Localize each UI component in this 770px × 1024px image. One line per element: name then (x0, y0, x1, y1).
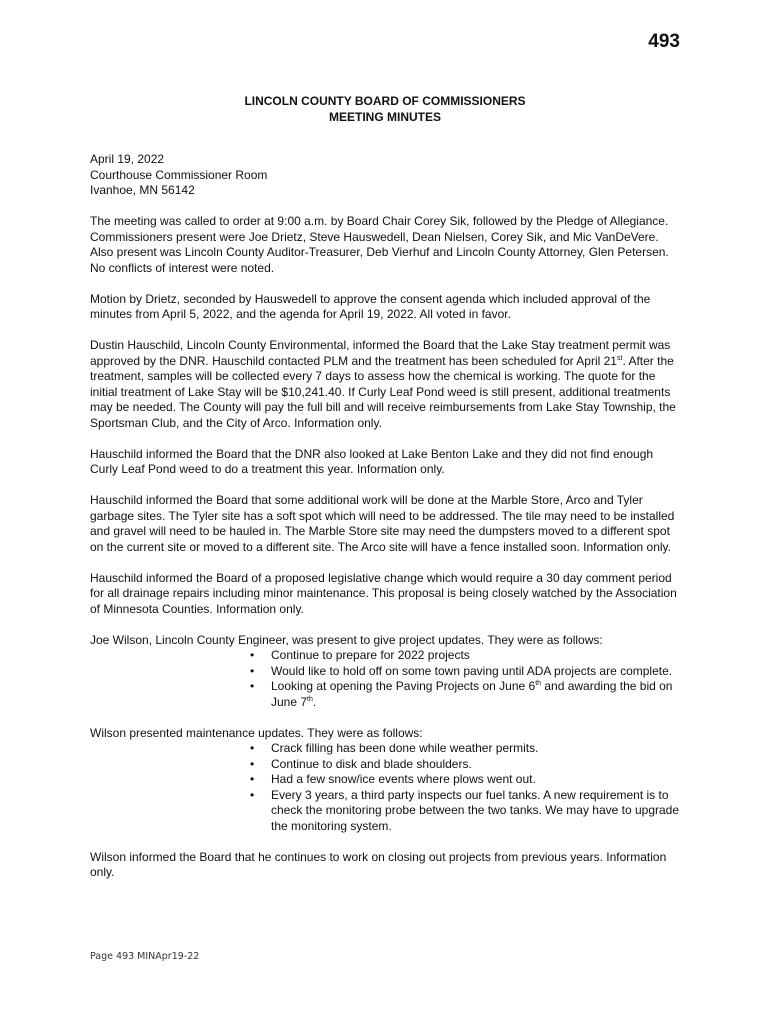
project-updates-list (90, 648, 682, 710)
list-item: • Had a few snow/ice events where plows went out. (250, 772, 682, 788)
paving-text-a: Looking at opening the Paving Projects on June 6 (271, 679, 536, 693)
page-footer: Page 493 MINApr19-22 (90, 951, 200, 962)
document-title (0, 94, 770, 125)
paragraph-call-to-order: The meeting was called to order at 9:00 a.m. by Board Chair Corey Sik, followed by the Pledge of Allegiance. Commissioners present were Joe Drietz, Steve Hauswedell, Dean Nielsen, Corey Sik, and Mic VanDeVere. Also present was Lincoln County Auditor-Treasurer, Deb Vierhuf and Lincoln County Attorney, Glen Petersen. No conflicts of interest were noted. (90, 214, 669, 275)
paving-text-c: . (312, 694, 317, 709)
meeting-location: Courthouse Commissioner Room (90, 167, 268, 182)
paragraph-maintenance-intro: Wilson presented maintenance updates. They were as follows: (90, 725, 423, 740)
paving-sup-2: th (307, 695, 313, 703)
paving-text-b: and awarding the bid on June 7 (271, 679, 673, 709)
list-item (250, 679, 682, 710)
paving-sup-1: th (535, 680, 542, 687)
lake-stay-text-b: . After the treatment, samples will be collected every 7 days to assess how the chemical is working. The quote for the initial treatment of Lake Stay will be $10,241.40. If Curly Leaf Pond weed is still present, additional treatments may be needed. The County will pay the full bill and will receive reimbursements from Lake Stay Township, the Sportsman Club, and the City of Arco. Information only. (90, 353, 676, 430)
meeting-info (90, 152, 682, 199)
document-body (90, 152, 682, 896)
title-line-1: LINCOLN COUNTY BOARD OF COMMISSIONERS (244, 94, 526, 108)
lake-stay-sup: st (616, 354, 623, 362)
paragraph-lake-benton: Hauschild informed the Board that the DNR also looked at Lake Benton Lake and they did not find enough Curly Leaf Pond weed to do a treatment this year. Information only. (90, 446, 654, 476)
list-item: • Continue to disk and blade shoulders. (250, 757, 682, 773)
list-item: • Crack filling has been done while weather permits. (250, 741, 682, 757)
title-line-2: MEETING MINUTES (328, 109, 441, 124)
maintenance-updates-list (90, 741, 682, 834)
paragraph-garbage-sites: Hauschild informed the Board that some additional work will be done at the Marble Store, Arco and Tyler garbage sites. The Tyler site has a soft spot which will need to be addressed. The tile may need to be installed and gravel will need to be hauled in. The Marble Store site may need the dumpsters moved to a different spot on the current site or moved to a different site. The Arco site will have a fence installed soon. Information only. (90, 493, 675, 554)
meeting-city: Ivanhoe, MN 56142 (90, 183, 195, 197)
meeting-date: April 19, 2022 (90, 152, 165, 166)
paragraph-lake-stay (90, 338, 682, 431)
paragraph-legislative-change: Hauschild informed the Board of a proposed legislative change which would require a 30 day comment period for all drainage repairs including minor maintenance. This proposal is being closely watched by the Association of Minnesota Counties. Information only. (90, 570, 677, 616)
lake-stay-text-a: Dustin Hauschild, Lincoln County Environmental, informed the Board that the Lake Stay treatment permit was approved by the DNR. Hauschild contacted PLM and the treatment has been scheduled for April 21 (90, 338, 671, 368)
list-item: • Continue to prepare for 2022 projects (250, 648, 682, 664)
list-item: • Every 3 years, a third party inspects our fuel tanks. A new requirement is to check the monitoring probe between the two tanks. We may have to upgrade the monitoring system. (250, 788, 682, 835)
page-number: 493 (648, 31, 680, 52)
paragraph-consent-agenda: Motion by Drietz, seconded by Hauswedell to approve the consent agenda which included approval of the minutes from April 5, 2022, and the agenda for April 19, 2022. All voted in favor. (90, 291, 651, 321)
paragraph-project-updates-intro: Joe Wilson, Lincoln County Engineer, was present to give project updates. They were as follows: (90, 632, 603, 647)
paragraph-closing-projects: Wilson informed the Board that he continues to work on closing out projects from previous years. Information only. (90, 849, 667, 879)
list-item: • Would like to hold off on some town paving until ADA projects are complete. (250, 664, 682, 680)
